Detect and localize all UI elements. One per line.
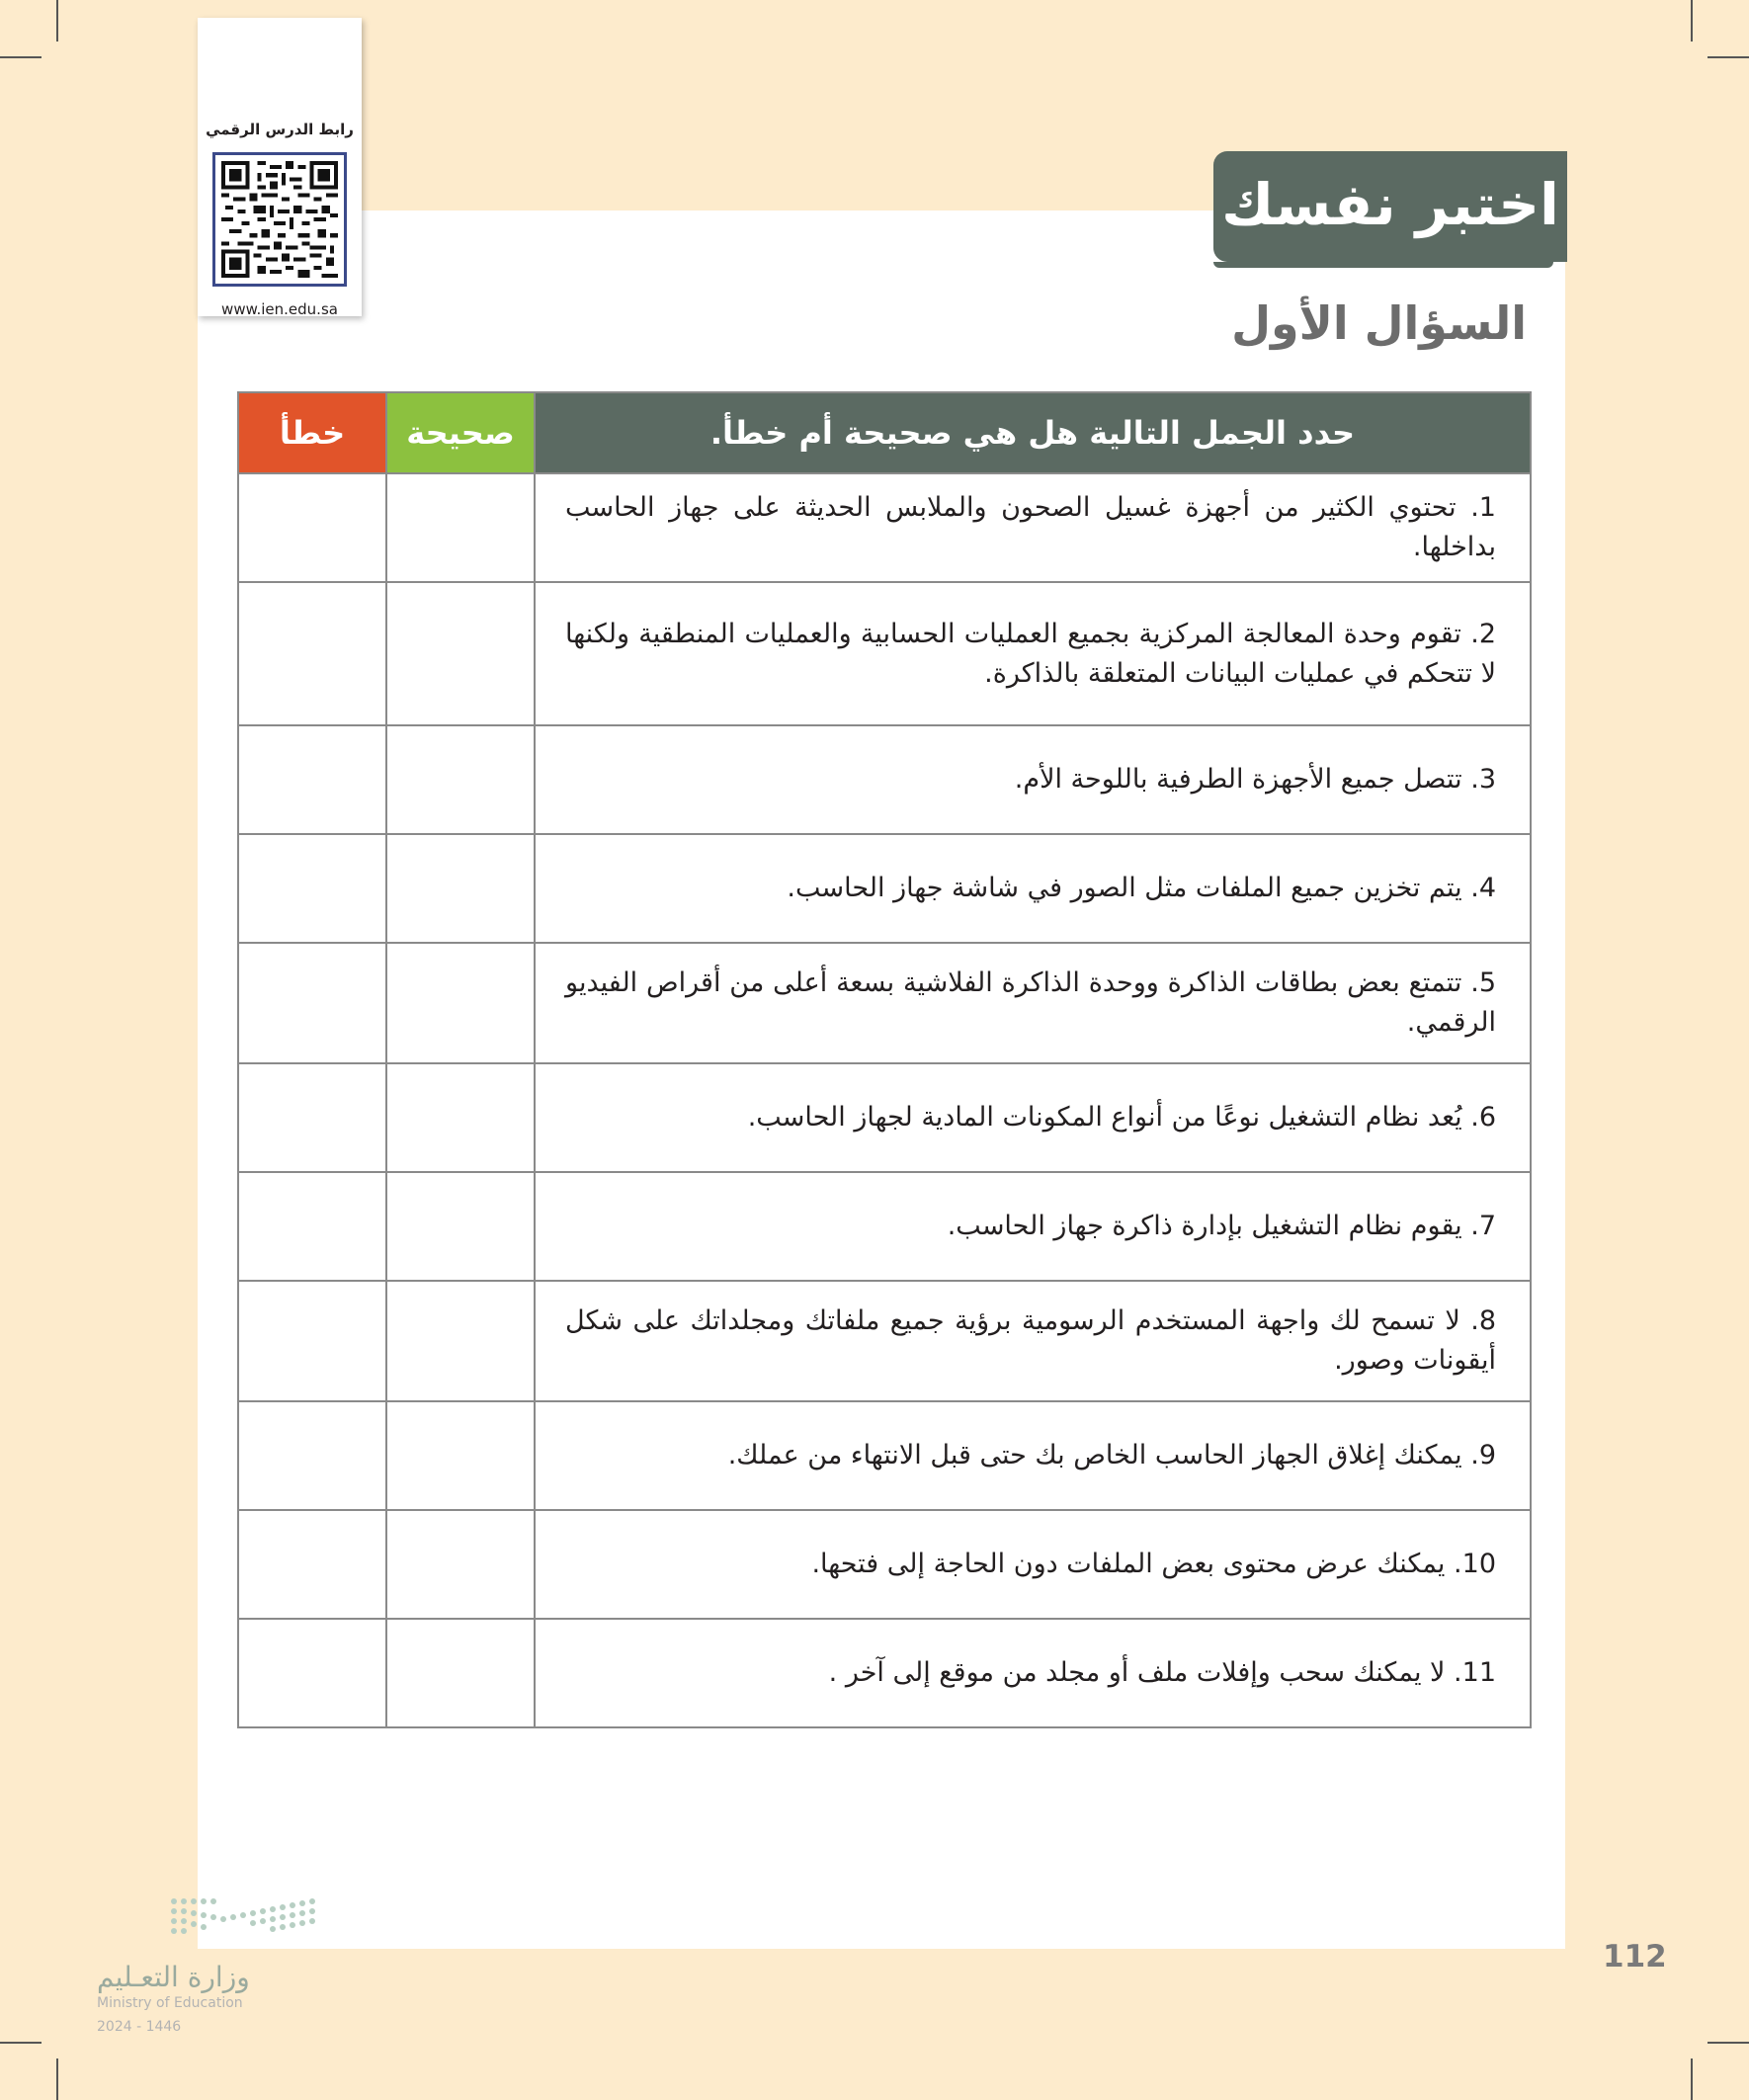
table-row: [238, 1619, 1531, 1727]
true-answer-cell[interactable]: [386, 1619, 535, 1727]
table-row: [238, 834, 1531, 943]
crop-mark: [56, 0, 58, 42]
table-row: [238, 582, 1531, 725]
statement-cell: [535, 1619, 1531, 1727]
true-answer-cell[interactable]: [386, 473, 535, 582]
statement-cell: [535, 1281, 1531, 1401]
statement-text: تحتوي الكثير من أجهزة غسيل الصحون والملابس الحديثة على جهاز الحاسب بداخلها.: [565, 492, 1496, 562]
table-header-row: [238, 392, 1531, 473]
statement-number: 10.: [1454, 1549, 1496, 1579]
crop-mark: [56, 2058, 58, 2100]
statement-text: يقوم نظام التشغيل بإدارة ذاكرة جهاز الحاسب.: [947, 1211, 1462, 1241]
statement-number: 7.: [1470, 1211, 1496, 1241]
statement-cell: [535, 1063, 1531, 1172]
question-heading: السؤال الأول: [1231, 296, 1527, 350]
table-row: [238, 1172, 1531, 1281]
crop-mark: [0, 56, 42, 58]
statement-cell: [535, 834, 1531, 943]
ministry-name-ar: وزارة التعـليم: [97, 1961, 250, 1993]
header-false: خطأ: [238, 392, 386, 473]
statement-number: 6.: [1470, 1102, 1496, 1133]
ministry-name-en: Ministry of Education: [97, 1995, 243, 2011]
statement-text: يُعد نظام التشغيل نوعًا من أنواع المكونات المادية لجهاز الحاسب.: [747, 1102, 1462, 1133]
statement-text: تتصل جميع الأجهزة الطرفية باللوحة الأم.: [1014, 764, 1462, 795]
statement-cell: [535, 473, 1531, 582]
true-answer-cell[interactable]: [386, 1510, 535, 1619]
statement-number: 3.: [1470, 764, 1496, 795]
statement-number: 8.: [1470, 1305, 1496, 1336]
statement-number: 1.: [1470, 492, 1496, 523]
true-answer-cell[interactable]: [386, 725, 535, 834]
false-answer-cell[interactable]: [238, 1063, 386, 1172]
crop-mark: [1691, 0, 1693, 42]
true-answer-cell[interactable]: [386, 1063, 535, 1172]
statement-number: 9.: [1470, 1440, 1496, 1470]
true-answer-cell[interactable]: [386, 834, 535, 943]
table-row: [238, 725, 1531, 834]
false-answer-cell[interactable]: [238, 1619, 386, 1727]
header-true: صحيحة: [386, 392, 535, 473]
false-answer-cell[interactable]: [238, 943, 386, 1063]
false-answer-cell[interactable]: [238, 473, 386, 582]
true-answer-cell[interactable]: [386, 582, 535, 725]
statement-number: 11.: [1454, 1657, 1496, 1688]
table-row: [238, 1401, 1531, 1510]
statement-text: تقوم وحدة المعالجة المركزية بجميع العمليات الحسابية والعمليات المنطقية ولكنها لا تتحكم في عمليات البيانات المتعلقة بالذاكرة.: [565, 618, 1496, 689]
false-answer-cell[interactable]: [238, 725, 386, 834]
true-answer-cell[interactable]: [386, 943, 535, 1063]
crop-mark: [1707, 56, 1749, 58]
statement-number: 4.: [1470, 873, 1496, 903]
false-answer-cell[interactable]: [238, 1401, 386, 1510]
qr-card: [198, 18, 362, 316]
statement-text: لا يمكنك سحب وإفلات ملف أو مجلد من موقع إلى آخر .: [828, 1657, 1446, 1688]
ministry-logo-icon: [95, 1891, 322, 1953]
qr-url[interactable]: www.ien.edu.sa: [221, 300, 338, 318]
statement-cell: [535, 1401, 1531, 1510]
page-number: 112: [1603, 1939, 1667, 1974]
statement-number: 2.: [1470, 618, 1496, 649]
header-statement: حدد الجمل التالية هل هي صحيحة أم خطأ.: [535, 392, 1531, 473]
statement-text: يتم تخزين جميع الملفات مثل الصور في شاشة جهاز الحاسب.: [787, 873, 1462, 903]
table-row: [238, 1510, 1531, 1619]
statement-text: يمكنك إغلاق الجهاز الحاسب الخاص بك حتى قبل الانتهاء من عملك.: [727, 1440, 1462, 1470]
statement-text: تتمتع بعض بطاقات الذاكرة ووحدة الذاكرة الفلاشية بسعة أعلى من أقراص الفيديو الرقمي.: [565, 967, 1496, 1038]
crop-mark: [1691, 2058, 1693, 2100]
false-answer-cell[interactable]: [238, 1172, 386, 1281]
crop-mark: [0, 2042, 42, 2044]
true-answer-cell[interactable]: [386, 1281, 535, 1401]
qr-caption: رابط الدرس الرقمي: [206, 121, 354, 138]
statement-text: يمكنك عرض محتوى بعض الملفات دون الحاجة إلى فتحها.: [811, 1549, 1446, 1579]
true-false-table: [237, 391, 1532, 1728]
table-row: [238, 1063, 1531, 1172]
table-row: [238, 1281, 1531, 1401]
statement-cell: [535, 582, 1531, 725]
statement-number: 5.: [1470, 967, 1496, 998]
false-answer-cell[interactable]: [238, 1510, 386, 1619]
qr-code-icon[interactable]: [212, 152, 347, 287]
false-answer-cell[interactable]: [238, 834, 386, 943]
edition-year: 2024 - 1446: [97, 2019, 182, 2035]
true-answer-cell[interactable]: [386, 1172, 535, 1281]
statement-cell: [535, 1172, 1531, 1281]
crop-mark: [1707, 2042, 1749, 2044]
page-title: اختبر نفسك: [1213, 151, 1567, 262]
statement-cell: [535, 725, 1531, 834]
table-row: [238, 473, 1531, 582]
statement-cell: [535, 943, 1531, 1063]
false-answer-cell[interactable]: [238, 1281, 386, 1401]
table-row: [238, 943, 1531, 1063]
true-answer-cell[interactable]: [386, 1401, 535, 1510]
false-answer-cell[interactable]: [238, 582, 386, 725]
statement-text: لا تسمح لك واجهة المستخدم الرسومية برؤية جميع ملفاتك ومجلداتك على شكل أيقونات وصور.: [565, 1305, 1496, 1376]
statement-cell: [535, 1510, 1531, 1619]
